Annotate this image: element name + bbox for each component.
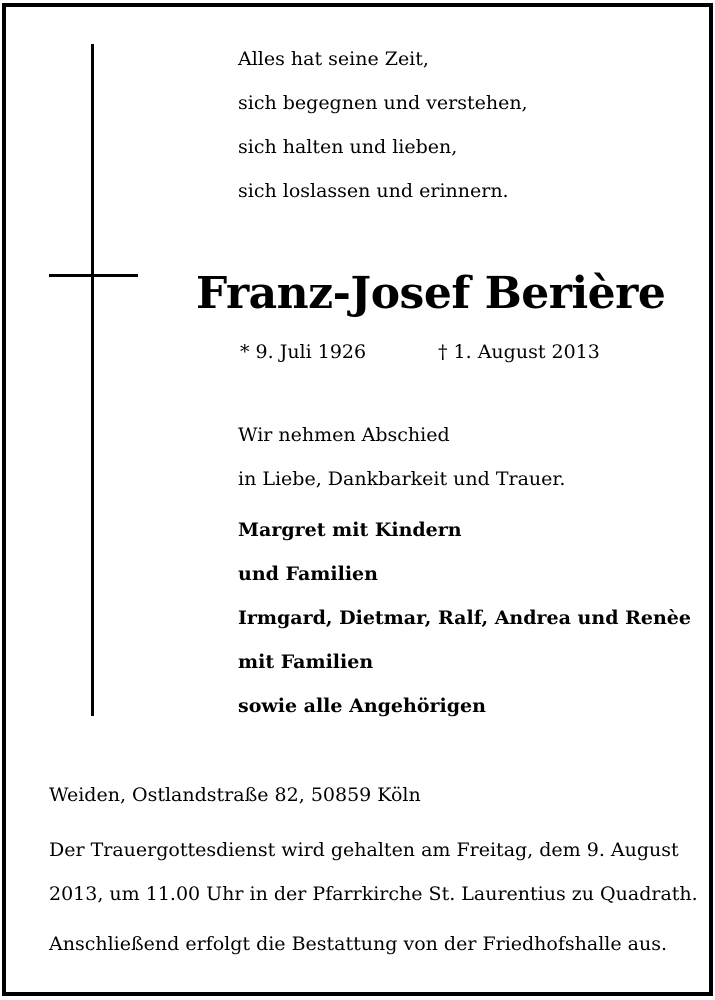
service-line-3: Anschließend erfolgt die Bestattung von der Friedhofshalle aus. xyxy=(49,933,668,955)
farewell-line-2: in Liebe, Dankbarkeit und Trauer. xyxy=(238,468,566,490)
mourners-line-4: mit Familien xyxy=(238,651,374,673)
birth-date: * 9. Juli 1926 xyxy=(240,341,367,363)
mourners-line-1: Margret mit Kindern xyxy=(238,519,462,541)
mourners-line-3: Irmgard, Dietmar, Ralf, Andrea und Renèe xyxy=(238,607,691,629)
mourners-line-2: und Familien xyxy=(238,563,378,585)
death-date: † 1. August 2013 xyxy=(438,341,600,363)
service-line-2: 2013, um 11.00 Uhr in der Pfarrkirche St. Laurentius zu Quadrath. xyxy=(49,883,698,905)
service-line-1: Der Trauergottesdienst wird gehalten am Freitag, dem 9. August xyxy=(49,839,679,861)
poem-line-4: sich loslassen und erinnern. xyxy=(238,180,509,202)
farewell-line-1: Wir nehmen Abschied xyxy=(238,424,450,446)
address: Weiden, Ostlandstraße 82, 50859 Köln xyxy=(49,784,421,806)
deceased-name: Franz-Josef Berière xyxy=(196,268,666,319)
cross-vertical-bar xyxy=(91,44,94,716)
poem-line-1: Alles hat seine Zeit, xyxy=(238,48,429,70)
poem-line-3: sich halten und lieben, xyxy=(238,136,458,158)
mourners-line-5: sowie alle Angehörigen xyxy=(238,695,486,717)
poem-line-2: sich begegnen und verstehen, xyxy=(238,92,528,114)
cross-horizontal-bar xyxy=(49,274,138,277)
